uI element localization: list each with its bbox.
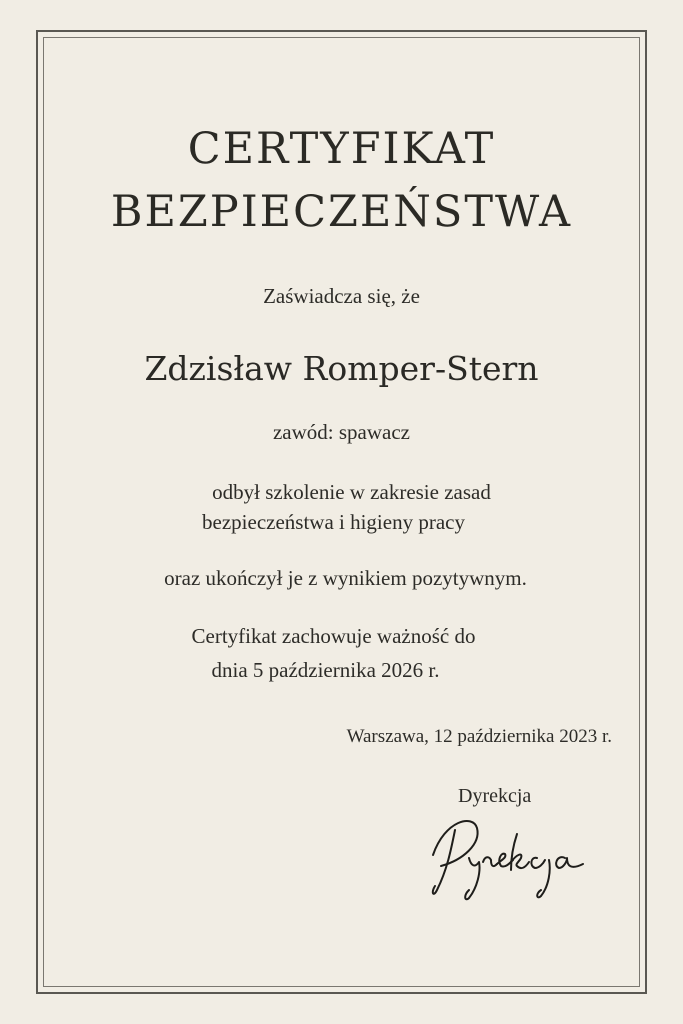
occupation-text: zawód: spawacz <box>272 420 410 444</box>
training-text-line-1: odbył szkolenie w zakresie zasad <box>212 480 491 504</box>
signatory-label: Dyrekcja <box>458 785 532 807</box>
recipient-name: Zdzisław Romper-Stern <box>144 349 539 388</box>
validity-text-line-2: dnia 5 października 2026 r. <box>211 658 440 682</box>
validity-text-line-1: Certyfikat zachowuje ważność do <box>191 624 476 648</box>
training-text-line-2: bezpieczeństwa i higieny pracy <box>202 510 465 534</box>
place-and-date: Warszawa, 12 października 2023 r. <box>346 726 612 747</box>
intro-text: Zaświadcza się, że <box>263 284 420 308</box>
handwritten-signature <box>425 810 595 910</box>
result-text: oraz ukończył je z wynikiem pozytywnym. <box>164 566 527 590</box>
certificate-title-line-1: CERTYFIKAT <box>187 124 496 174</box>
certificate-title-line-2: BEZPIECZEŃSTWA <box>110 187 573 237</box>
